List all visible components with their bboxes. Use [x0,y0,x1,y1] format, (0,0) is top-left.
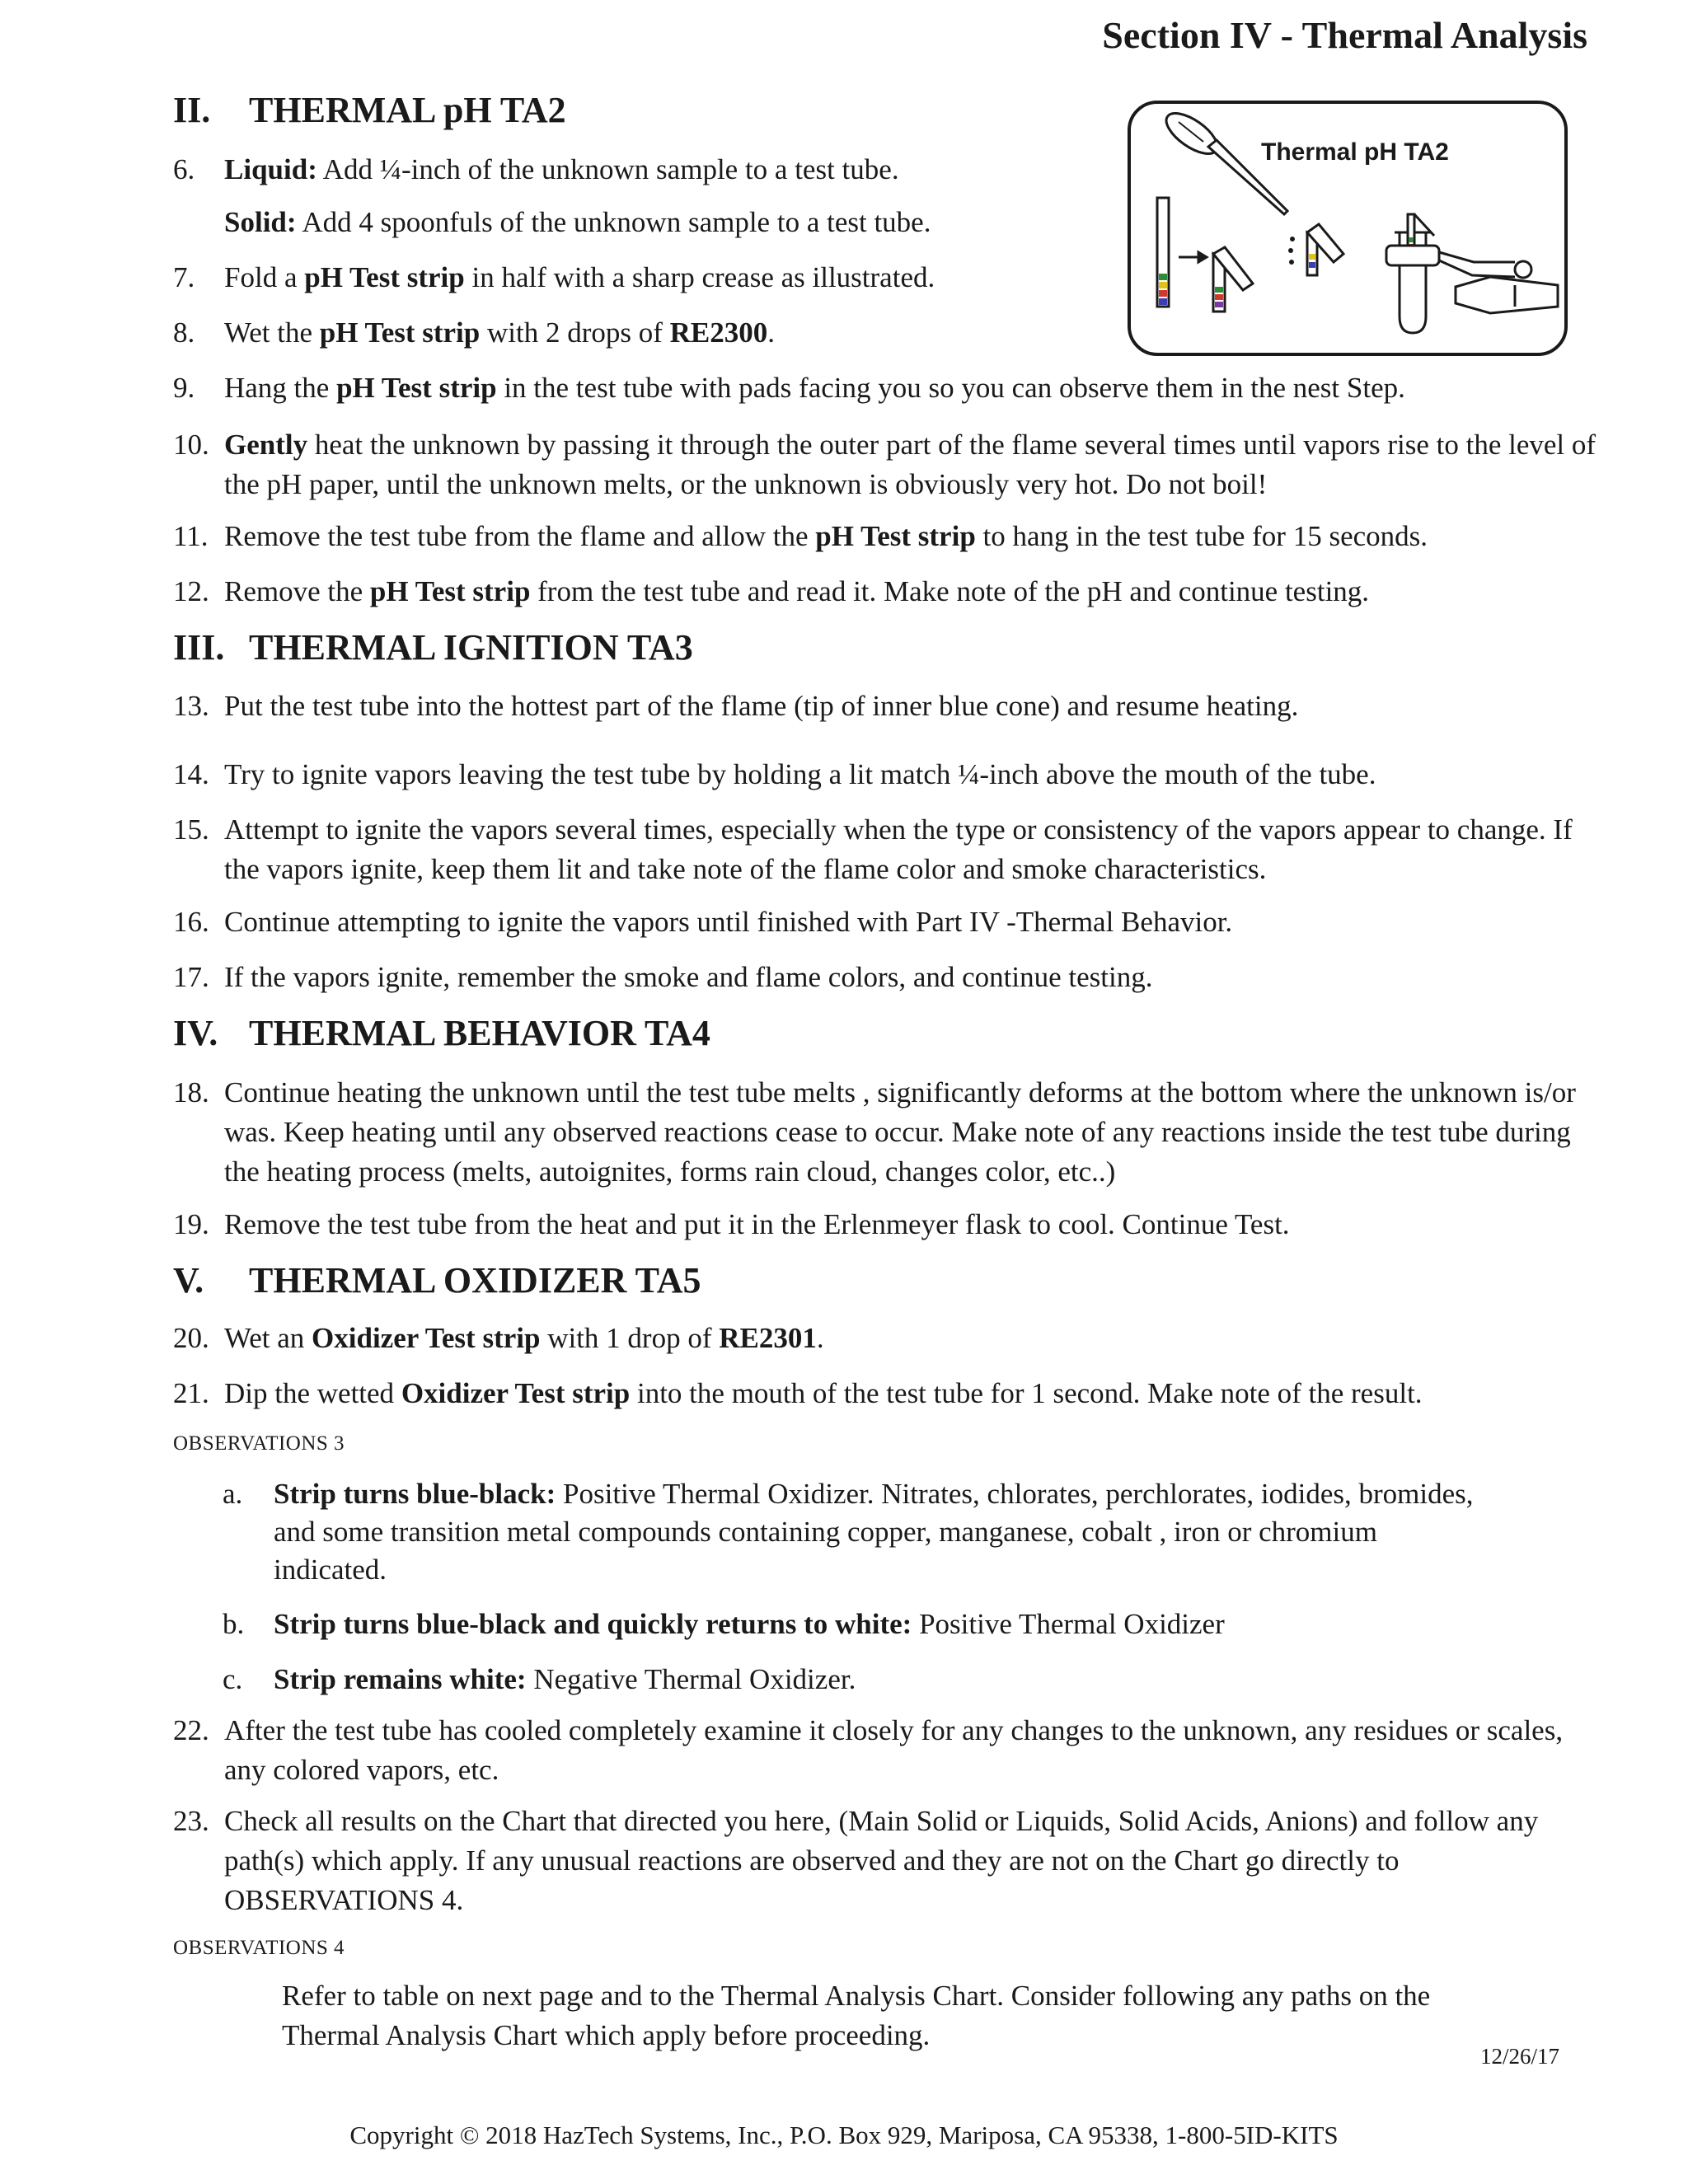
section-number: V. [173,1260,204,1301]
observations-4-label: OBSERVATIONS 4 [173,1937,345,1959]
section-title-text: THERMAL IGNITION TA3 [249,627,693,668]
step-text: Put the test tube into the hottest part of the flame (tip of inner blue cone) and resume heating. [224,690,1299,722]
step-11 [173,517,1607,556]
step-6-liquid [173,150,1162,190]
step-text: into the mouth of the test tube for 1 second. Make note of the result. [630,1377,1423,1409]
step-text: from the test tube and read it. Make note of the pH and continue testing. [530,575,1370,607]
step-number: 16. [173,906,209,938]
step-text: . [816,1322,824,1354]
step-text: Fold a [224,261,305,293]
step-number: 13. [173,690,209,722]
step-bold: pH Test strip [304,261,465,293]
step-bold: pH Test strip [336,372,497,404]
step-bold: pH Test strip [815,520,976,552]
step-text: in half with a sharp crease as illustrated. [464,261,935,293]
step-number: 21. [173,1377,209,1409]
step-number: 19. [173,1208,209,1240]
section-title-text: THERMAL BEHAVIOR TA4 [249,1013,710,1053]
drop-icon [1288,248,1293,253]
drop-icon [1289,260,1294,265]
drop-icon [1290,237,1295,241]
section-number: III. [173,627,225,668]
observation-b [223,1605,1492,1643]
step-text: with 2 drops of [480,316,670,349]
step-10 [173,425,1607,504]
step-number: 7. [173,261,195,293]
step-number: 18. [173,1076,209,1108]
observation-bold: Strip turns blue-black: [274,1478,556,1510]
step-text: . [767,316,776,349]
section-header: Section IV - Thermal Analysis [1102,14,1587,56]
section-number: IV. [173,1013,218,1053]
step-bold: RE2301 [719,1322,817,1354]
observation-text: Positive Thermal Oxidizer. Nitrates, chlorates, perchlorates, iodides, bromides, and some transition metal compounds containing copper, manganese, cobalt , iron or chromium indicated. [274,1478,1474,1586]
step-14 [173,755,1607,794]
step-text: Remove the [224,575,370,607]
step-17 [173,958,1607,997]
copyright-footer: Copyright © 2018 HazTech Systems, Inc., P.O. Box 929, Mariposa, CA 95338, 1-800-5ID-KITS [349,2121,1339,2149]
section-title-text: THERMAL pH TA2 [249,90,566,130]
step-number: 11. [173,520,209,552]
step-text: Check all results on the Chart that directed you here, (Main Solid or Liquids, Solid Acids, Anions) and follow any path(s) which apply. If any unusual reactions are observed and they are not on the Chart go directly to OBSERVATIONS 4. [224,1805,1539,1916]
step-text: If the vapors ignite, remember the smoke and flame colors, and continue testing. [224,961,1153,993]
step-text: Remove the test tube from the heat and put it in the Erlenmeyer flask to cool. Continue Test. [224,1208,1290,1240]
step-text: Wet the [224,316,320,349]
observation-letter: b. [223,1608,245,1640]
step-number: 20. [173,1322,209,1354]
section-number: II. [173,90,211,130]
step-23 [173,1802,1607,1920]
step-19 [173,1205,1607,1244]
step-number: 6. [173,153,195,185]
step-6-solid [173,203,1162,242]
observation-bold: Strip turns blue-black and quickly returns to white: [274,1608,912,1640]
step-7 [173,258,1162,298]
thermal-ph-diagram [1128,101,1568,356]
step-bold: RE2300 [669,316,768,349]
step-15 [173,810,1607,889]
step-text: heat the unknown by passing it through the outer part of the flame several times until vapors rise to the level of the pH paper, until the unknown melts, or the unknown is obviously very hot. Do not boil! [224,429,1597,500]
step-22 [173,1711,1607,1790]
step-bold: Liquid: [224,153,317,185]
step-text: Remove the test tube from the flame and allow the [224,520,816,552]
step-13 [173,687,1607,726]
section-title [173,1259,701,1301]
step-text: After the test tube has cooled completely examine it closely for any changes to the unknown, any residues or scales, any colored vapors, etc. [224,1714,1564,1786]
step-bold: Solid: [224,206,297,238]
observation-a [223,1475,1492,1589]
step-number: 22. [173,1714,209,1746]
step-9 [173,368,1607,408]
observation-text: Negative Thermal Oxidizer. [526,1663,856,1695]
step-18 [173,1073,1607,1192]
diagram-title: Thermal pH TA2 [1261,138,1449,166]
step-text: with 1 drop of [540,1322,720,1354]
step-text: Hang the [224,372,337,404]
section-title [173,1012,710,1054]
step-text: Add ¼-inch of the unknown sample to a test tube. [316,153,899,185]
section-title-text: THERMAL OXIDIZER TA5 [249,1260,701,1301]
step-20 [173,1319,1607,1358]
step-number: 12. [173,575,209,607]
step-number: 17. [173,961,209,993]
step-text: Continue attempting to ignite the vapors until finished with Part IV -Thermal Behavior. [224,906,1233,938]
observations-4-text: Refer to table on next page and to the Thermal Analysis Chart. Consider following any paths on the Thermal Analysis Chart which apply before proceeding. [282,1980,1431,2051]
step-number: 14. [173,758,209,790]
observation-text: Positive Thermal Oxidizer [912,1608,1225,1640]
step-number: 9. [173,372,195,404]
observation-bold: Strip remains white: [274,1663,527,1695]
step-16 [173,902,1607,942]
step-number: 15. [173,813,209,846]
step-number: 8. [173,316,195,349]
step-8 [173,313,1162,353]
step-text: Continue heating the unknown until the test tube melts , significantly deforms at the bottom where the unknown is/or was. Keep heating until any observed reactions cease to occur. Make note of any reactions inside the test tube during the heating process (melts, autoignites, forms rain cloud, changes color, etc..) [224,1076,1576,1188]
section-title [173,626,693,668]
step-bold: Oxidizer Test strip [401,1377,631,1409]
observation-c [223,1661,1492,1699]
revision-date: 12/26/17 [1479,2044,1559,2069]
observation-letter: a. [223,1478,243,1510]
observation-letter: c. [223,1663,243,1695]
step-bold: pH Test strip [319,316,481,349]
observations-3-label: OBSERVATIONS 3 [173,1432,345,1455]
step-text: Add 4 spoonfuls of the unknown sample to a test tube. [296,206,931,238]
step-text: Try to ignite vapors leaving the test tube by holding a lit match ¼-inch above the mouth of the tube. [224,758,1376,790]
section-title [173,89,566,131]
step-text: Attempt to ignite the vapors several times, especially when the type or consistency of the vapors appear to change. If the vapors ignite, keep them lit and take note of the flame color and smoke characteristics. [224,813,1573,885]
step-12 [173,572,1607,612]
step-text: Dip the wetted [224,1377,401,1409]
step-bold: pH Test strip [369,575,531,607]
step-21 [173,1374,1607,1413]
step-text: Wet an [224,1322,312,1354]
step-number: 10. [173,429,209,461]
step-bold: Oxidizer Test strip [312,1322,541,1354]
step-text: to hang in the test tube for 15 seconds. [975,520,1428,552]
step-number: 23. [173,1805,209,1837]
step-text: in the test tube with pads facing you so you can observe them in the nest Step. [496,372,1405,404]
diagram-illustration [1128,101,1568,356]
step-bold: Gently [224,429,308,461]
